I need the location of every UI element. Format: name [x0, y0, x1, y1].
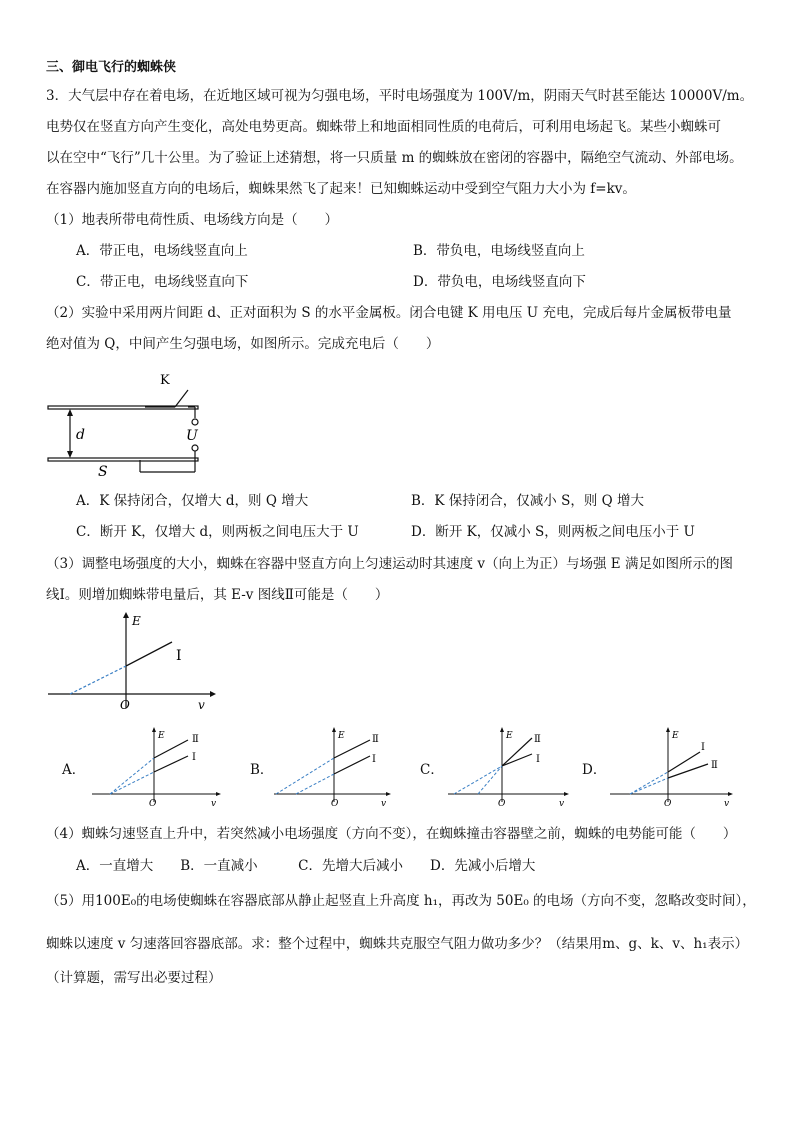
q2-option-b[interactable]: B．K 保持闭合，仅减小 S，则 Q 增大 — [411, 493, 644, 509]
q2-option-c[interactable]: C．断开 K，仅增大 d，则两板之间电压大于 U — [76, 524, 359, 540]
q1-option-c[interactable]: C．带正电，电场线竖直向下 — [76, 274, 249, 290]
area-label: S — [98, 464, 108, 480]
svg-text:O: O — [149, 799, 157, 808]
svg-text:E: E — [158, 731, 165, 741]
q5-note: （计算题，需写出必要过程） — [46, 970, 222, 986]
q2-option-d[interactable]: D．断开 K，仅减小 S，则两板之间电压小于 U — [411, 524, 695, 540]
q3-choice-c-graph[interactable] — [446, 726, 576, 808]
section-title: 三、御电飞行的蜘蛛侠 — [46, 60, 177, 75]
q3-choice-c-letter[interactable]: C． — [420, 762, 444, 778]
intro-line-1: 3．大气层中存在着电场，在近地区域可视为匀强电场，平时电场强度为 100V/m，阴雨天气时甚至能达 10000V/m。 — [46, 88, 754, 104]
q3-choice-a-graph[interactable] — [88, 726, 228, 808]
main-x-label: v — [198, 698, 205, 712]
ev-graph-main — [40, 608, 220, 718]
choice-d-bottom-label: Ⅱ — [711, 760, 718, 771]
intro-line-4: 在容器内施加竖直方向的电场后，蜘蛛果然飞了起来！已知蜘蛛运动中受到空气阻力大小为 f=kv。 — [46, 181, 636, 197]
choice-b-top-label: Ⅱ — [372, 734, 379, 745]
q1-option-d[interactable]: D．带负电，电场线竖直向下 — [413, 274, 586, 290]
svg-text:O: O — [498, 799, 506, 808]
svg-text:v: v — [211, 799, 217, 808]
q3-stem-line-2: 线Ⅰ。则增加蜘蛛带电量后，其 E-v 图线Ⅱ可能是（ ） — [46, 587, 389, 603]
switch-label: K — [160, 373, 170, 388]
svg-text:E: E — [338, 731, 345, 741]
q3-stem-line-1: （3）调整电场强度的大小，蜘蛛在容器中竖直方向上匀速运动时其速度 v（向上为正）与场强 E 满足如图所示的图 — [46, 556, 733, 572]
svg-text:v: v — [724, 799, 730, 808]
q2-stem-line-1: （2）实验中采用两片间距 d、正对面积为 S 的水平金属板。闭合电键 K 用电压 U 充电，完成后每片金属板带电量 — [46, 305, 732, 321]
choice-d-top-label: Ⅰ — [701, 742, 705, 753]
q1-option-a[interactable]: A．带正电，电场线竖直向上 — [76, 243, 248, 259]
q4-options[interactable]: A．一直增大 B．一直减小 C．先增大后减小 D．先减小后增大 — [76, 858, 536, 874]
main-line-label: Ⅰ — [176, 648, 182, 664]
choice-c-top-label: Ⅱ — [534, 734, 541, 745]
q1-stem: （1）地表所带电荷性质、电场线方向是（ ） — [46, 212, 339, 228]
intro-line-2: 电势仅在竖直方向产生变化，高处电势更高。蜘蛛带上和地面相同性质的电荷后，可利用电场起飞。某些小蜘蛛可 — [46, 119, 721, 135]
intro-line-3: 以在空中“飞行”几十公里。为了验证上述猜想，将一只质量 m 的蜘蛛放在密闭的容器中，隔绝空气流动、外部电场。 — [46, 150, 743, 166]
main-y-label: E — [132, 614, 141, 628]
choice-a-bottom-label: Ⅰ — [192, 752, 196, 763]
q3-choice-b-graph[interactable] — [272, 726, 400, 808]
q3-choice-b-letter[interactable]: B． — [250, 762, 274, 778]
q2-stem-line-2: 绝对值为 Q，中间产生匀强电场，如图所示。完成充电后（ ） — [46, 336, 440, 352]
svg-text:E: E — [506, 731, 513, 741]
choice-a-top-label: Ⅱ — [192, 734, 199, 745]
q2-option-a[interactable]: A．K 保持闭合，仅增大 d，则 Q 增大 — [76, 493, 309, 509]
q4-stem: （4）蜘蛛匀速竖直上升中，若突然减小电场强度（方向不变），在蜘蛛撞击容器壁之前，蜘蛛的电势能可能（ ） — [46, 826, 737, 842]
q3-choice-d-graph[interactable] — [608, 726, 742, 808]
voltage-label: U — [186, 428, 198, 444]
svg-text:v: v — [559, 799, 565, 808]
svg-text:O: O — [331, 799, 339, 808]
q3-choice-a-letter[interactable]: A． — [62, 762, 86, 778]
svg-text:E: E — [672, 731, 679, 741]
svg-text:v: v — [381, 799, 387, 808]
choice-b-bottom-label: Ⅰ — [372, 754, 376, 765]
svg-text:O: O — [664, 799, 672, 808]
gap-label: d — [76, 427, 85, 443]
main-origin-label: O — [120, 698, 130, 712]
q5-line-1: （5）用100E₀的电场使蜘蛛在容器底部从静止起竖直上升高度 h₁，再改为 50E₀ 的电场（方向不变，忽略改变时间）， — [46, 893, 756, 909]
q3-choice-d-letter[interactable]: D． — [582, 762, 607, 778]
capacitor-circuit-figure — [40, 360, 210, 480]
q5-line-2: 蜘蛛以速度 v 匀速落回容器底部。求：整个过程中，蜘蛛共克服空气阻力做功多少？（结果用m、g、k、v、h₁表示） — [46, 936, 749, 952]
q1-option-b[interactable]: B．带负电，电场线竖直向上 — [413, 243, 585, 259]
choice-c-bottom-label: Ⅰ — [536, 754, 540, 765]
